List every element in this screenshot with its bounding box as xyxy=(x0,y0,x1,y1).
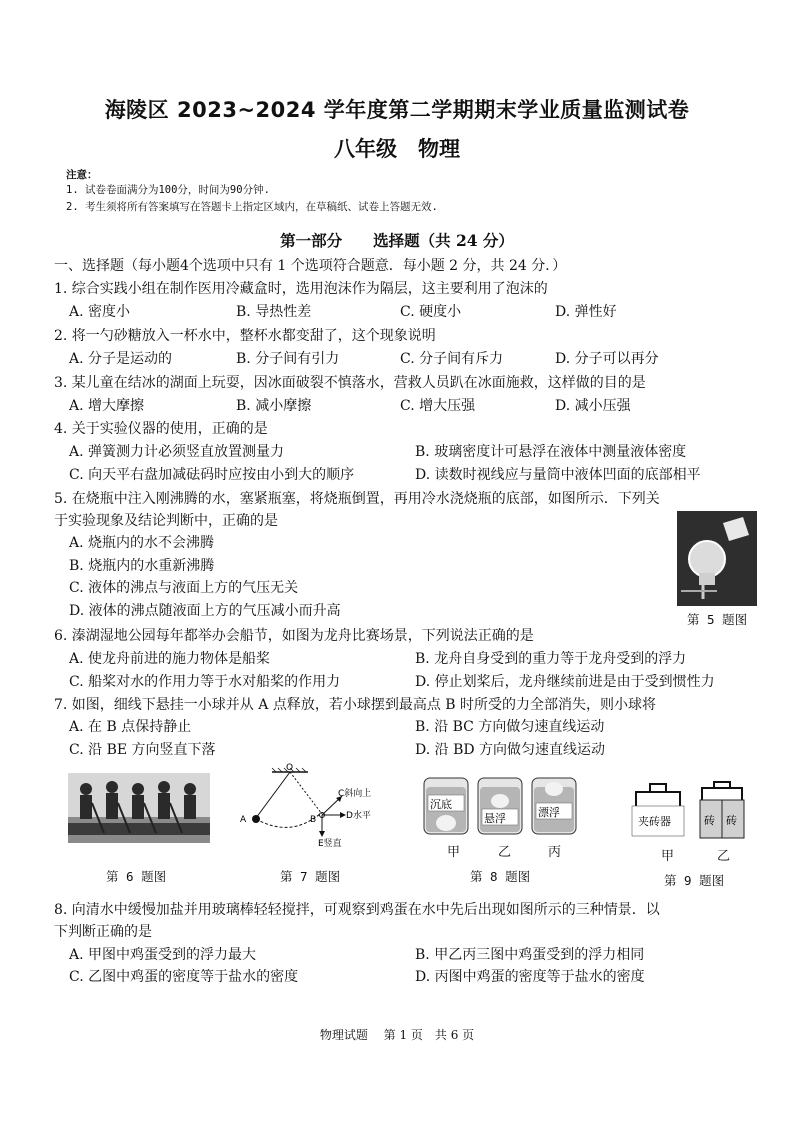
q3-option-d: D. 减小压强 xyxy=(555,398,631,414)
q1-option-d: D. 弹性好 xyxy=(555,304,617,320)
q5-stem-line1: 5. 在烧瓶中注入刚沸腾的水，塞紧瓶塞，将烧瓶倒置，再用冷水浇烧瓶的底部，如图所示．下列关 xyxy=(54,491,660,507)
beaker3-label: 漂浮 xyxy=(538,806,560,819)
q4-option-d: D. 读数时视线应与量筒中液体凹面的底部相平 xyxy=(415,467,701,483)
q2-option-d: D. 分子可以再分 xyxy=(555,351,659,367)
clamp-label: 夹砖器 xyxy=(638,815,671,828)
fig9-sub-2: 乙 xyxy=(717,849,731,864)
fig6-dragon-boat-photo xyxy=(68,773,210,843)
q7-option-c: C. 沿 BE 方向竖直下落 xyxy=(69,742,216,758)
boat-hull xyxy=(68,823,210,835)
fig9-brick-clamp xyxy=(630,780,750,840)
fig8-beakers xyxy=(420,775,580,837)
beaker-2 xyxy=(478,778,522,834)
q7-option-b: B. 沿 BC 方向做匀速直线运动 xyxy=(415,719,605,735)
q1-option-c: C. 硬度小 xyxy=(400,304,462,320)
fig8-sub-1: 甲 xyxy=(447,845,461,860)
q8-option-c: C. 乙图中鸡蛋的密度等于盐水的密度 xyxy=(69,969,299,985)
notice-item-1: 1. 试卷卷面满分为100分，时间为90分钟. xyxy=(66,184,270,196)
egg-float xyxy=(545,782,563,796)
fig9-sub-1: 甲 xyxy=(661,849,675,864)
fig5-caption: 第 5 题图 xyxy=(687,612,748,627)
fig8-sub-3: 丙 xyxy=(548,845,562,860)
label-b: B xyxy=(310,815,317,825)
fig9-caption: 第 9 题图 xyxy=(664,873,725,888)
q5-stem-line2: 于实验现象及结论判断中，正确的是 xyxy=(54,513,278,529)
label-o: O xyxy=(286,763,294,773)
brick-label: 砖 砖 xyxy=(704,814,737,827)
section-title: 第一部分 选择题（共 24 分） xyxy=(280,231,514,250)
q7-option-d: D. 沿 BD 方向做匀速直线运动 xyxy=(415,742,606,758)
page-footer: 物理试题 第 1 页 共 6 页 xyxy=(319,1028,475,1042)
fig5-flask-photo xyxy=(677,511,757,606)
flask-bulb xyxy=(689,541,725,577)
q1-option-b: B. 导热性差 xyxy=(236,304,312,320)
q2-option-c: C. 分子间有斥力 xyxy=(400,351,504,367)
fig7-pendulum-diagram xyxy=(232,762,392,857)
beaker2-label: 悬浮 xyxy=(484,812,506,825)
fig6-caption: 第 6 题图 xyxy=(106,869,167,884)
q2-option-a: A. 分子是运动的 xyxy=(69,351,173,367)
label-d: D水平 xyxy=(346,811,371,821)
q5-option-d: D. 液体的沸点随液面上方的气压减小而升高 xyxy=(69,603,341,619)
q8-option-a: A. 甲图中鸡蛋受到的浮力最大 xyxy=(69,947,257,963)
q7-stem: 7. 如图，细线下悬挂一小球并从 A 点释放，若小球摆到最高点 B 时所受的力全部消失，则小球将 xyxy=(54,697,657,713)
q3-option-b: B. 减小摩擦 xyxy=(236,398,312,414)
exam-title: 海陵区 2023~2024 学年度第二学期期末学业质量监测试卷 xyxy=(104,98,690,122)
label-e: E竖直 xyxy=(318,839,342,849)
label-a: A xyxy=(240,815,247,825)
q3-stem: 3. 某儿童在结冰的湖面上玩耍，因冰面破裂不慎落水，营救人员趴在冰面施救，这样做的目的是 xyxy=(54,375,646,391)
q4-stem: 4. 关于实验仪器的使用，正确的是 xyxy=(54,421,268,437)
q8-option-d: D. 丙图中鸡蛋的密度等于盐水的密度 xyxy=(415,969,645,985)
q6-stem: 6. 溱湖湿地公园每年都举办会船节，如图为龙舟比赛场景，下列说法正确的是 xyxy=(54,628,534,644)
label-c: C斜向上 xyxy=(338,789,372,799)
q6-option-a: A. 使龙舟前进的施力物体是船桨 xyxy=(69,651,271,667)
q6-option-b: B. 龙舟自身受到的重力等于龙舟受到的浮力 xyxy=(415,651,687,667)
q8-stem-line1: 8. 向清水中缓慢加盐并用玻璃棒轻轻搅拌，可观察到鸡蛋在水中先后出现如图所示的三种情景．以 xyxy=(54,902,660,918)
dragon-boat-illustration xyxy=(68,773,210,843)
beaker-3 xyxy=(532,778,576,834)
egg-sink xyxy=(436,815,456,831)
q8-stem-line2: 下判断正确的是 xyxy=(54,924,152,940)
q2-option-b: B. 分子间有引力 xyxy=(236,351,340,367)
q5-option-b: B. 烧瓶内的水重新沸腾 xyxy=(69,558,215,574)
q8-option-b: B. 甲乙丙三图中鸡蛋受到的浮力相同 xyxy=(415,947,645,963)
notice-item-2: 2. 考生须将所有答案填写在答题卡上指定区域内，在草稿纸、试卷上答题无效. xyxy=(66,201,438,213)
string-at-b xyxy=(290,772,322,814)
notice-label: 注意： xyxy=(66,169,98,181)
q4-option-a: A. 弹簧测力计必须竖直放置测量力 xyxy=(69,444,285,460)
beaker1-label: 沉底 xyxy=(430,798,452,811)
q4-option-b: B. 玻璃密度计可悬浮在液体中测量液体密度 xyxy=(415,444,687,460)
q4-option-c: C. 向天平右盘加减砝码时应按由小到大的顺序 xyxy=(69,467,355,483)
fig7-caption: 第 7 题图 xyxy=(280,869,341,884)
q7-option-a: A. 在 B 点保持静止 xyxy=(69,719,192,735)
q3-option-a: A. 增大摩擦 xyxy=(69,398,145,414)
fig8-caption: 第 8 题图 xyxy=(470,869,531,884)
exam-subtitle: 八年级 物理 xyxy=(334,137,460,161)
q6-option-c: C. 船桨对水的作用力等于水对船桨的作用力 xyxy=(69,674,341,690)
beaker-1 xyxy=(424,778,468,834)
q1-stem: 1. 综合实践小组在制作医用冷藏盒时，选用泡沫作为隔层，这主要利用了泡沫的 xyxy=(54,281,548,297)
q1-option-a: A. 密度小 xyxy=(69,304,131,320)
section-instruction: 一、选择题（每小题4个选项中只有 1 个选项符合题意．每小题 2 分，共 24 分．） xyxy=(54,258,567,274)
bricks-with-clamp xyxy=(700,782,744,838)
egg-suspend xyxy=(491,794,509,808)
q3-option-c: C. 增大压强 xyxy=(400,398,476,414)
q2-stem: 2. 将一勺砂糖放入一杯水中，整杯水都变甜了，这个现象说明 xyxy=(54,328,436,344)
q5-option-a: A. 烧瓶内的水不会沸腾 xyxy=(69,535,215,551)
q5-option-c: C. 液体的沸点与液面上方的气压无关 xyxy=(69,580,299,596)
q6-option-d: D. 停止划桨后，龙舟继续前进是由于受到惯性力 xyxy=(415,674,715,690)
fig8-sub-2: 乙 xyxy=(498,845,512,860)
flask-stopper xyxy=(699,573,715,585)
flask-illustration xyxy=(677,511,757,606)
string xyxy=(256,772,290,818)
clamp-tool xyxy=(636,784,680,806)
